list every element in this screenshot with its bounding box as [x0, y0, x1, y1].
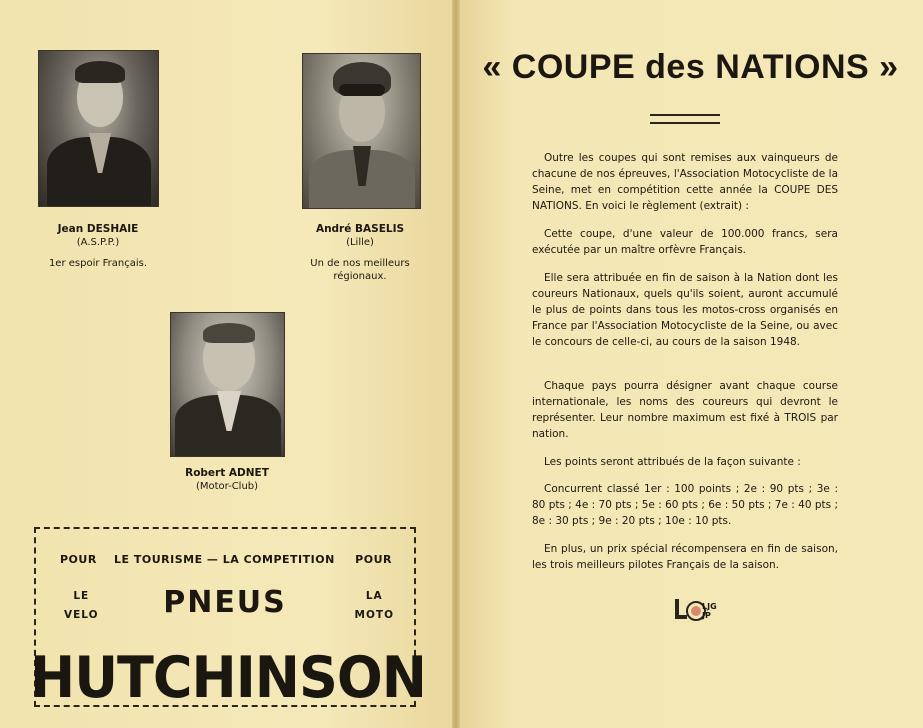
rider-club: (Lille) — [346, 237, 374, 248]
rider-name: Jean DESHAIE — [57, 223, 139, 235]
ad-headline: LE TOURISME — LA COMPETITION — [114, 553, 335, 566]
rider-name: Robert ADNET — [185, 467, 269, 479]
ad-brand: HUTCHINSON — [30, 644, 426, 711]
paragraph-selection — [532, 378, 838, 442]
paragraph-points-intro — [532, 454, 838, 470]
ad-la: LA — [365, 590, 383, 602]
ad-la-moto — [355, 587, 394, 625]
caption-andre-baselis — [290, 223, 430, 283]
watermark-text: LJG JP — [702, 602, 717, 620]
ad-pour-left: POUR — [60, 553, 97, 566]
page-title: « COUPE des NATIONS » — [482, 48, 899, 86]
rider-name: André BASELIS — [315, 223, 405, 235]
paragraph-text: Les points seront attribués de la façon suivante : — [544, 456, 801, 468]
photo-andre-baselis — [302, 53, 421, 209]
paragraph-special-prize — [532, 541, 838, 573]
paragraph-attribution — [532, 270, 838, 350]
rider-club: (A.S.P.P.) — [76, 237, 120, 248]
paragraph-text: Cette coupe, d'une valeur de 100.000 francs, sera exécutée par un maître orfèvre Français. — [532, 228, 838, 256]
ad-le: LE — [73, 590, 90, 602]
paragraph-text: En plus, un prix spécial récompensera en fin de saison, les trois meilleurs pilotes Français de la saison. — [532, 543, 838, 571]
caption-jean-deshaie — [28, 223, 168, 270]
paragraph-text: Outre les coupes qui sont remises aux vainqueurs de chacune de nos épreuves, l'Association Motocycliste de la Seine, met en compétition cette année la COUPE DES NATIONS. En voici le règlement (extrait) : — [532, 152, 838, 212]
watermark-logo — [674, 596, 716, 626]
paragraph-value — [532, 226, 838, 258]
book-gutter — [452, 0, 460, 728]
ad-product: PNEUS — [163, 585, 287, 620]
paragraph-text: Elle sera attribuée en fin de saison à la Nation dont les coureurs Nationaux, quels qu'ils soient, auront accumulé le plus de points dans tous les motos-cross organisés en France par l'Association Motocycliste de la Seine, ou avec le concours de celle-ci, au cours de la saison 1948. — [532, 272, 838, 348]
ad-moto: MOTO — [354, 609, 394, 621]
paragraph-text: Concurrent classé 1er : 100 points ; 2e : 90 pts ; 3e : 80 pts ; 4e : 70 pts ; 5e : 60 pts ; 6e : 50 pts ; 7e : 40 pts ; 8e : 30 pts ; 9e : 20 pts ; 10e : 10 pts. — [532, 483, 838, 527]
rider-club: (Motor-Club) — [195, 481, 259, 492]
paragraph-intro — [532, 150, 838, 214]
photo-jean-deshaie — [38, 50, 159, 207]
rider-note: 1er espoir Français. — [48, 258, 148, 269]
photo-robert-adnet — [170, 312, 285, 457]
ad-velo: VELO — [64, 609, 99, 621]
ad-pour-right: POUR — [355, 553, 392, 566]
paragraph-points-scale — [532, 481, 838, 529]
rider-note: Un de nos meilleurs régionaux. — [310, 258, 410, 282]
caption-robert-adnet — [157, 467, 297, 493]
paragraph-text: Chaque pays pourra désigner avant chaque course internationale, les noms des coureurs qui devront le représenter. Leur nombre maximum est fixé à TROIS par nation. — [532, 380, 838, 440]
title-rule — [650, 114, 720, 124]
